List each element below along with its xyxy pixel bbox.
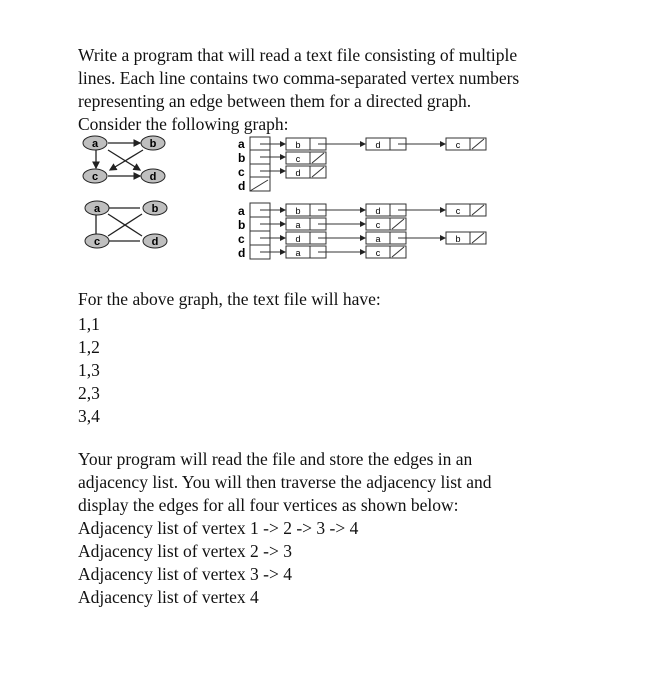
edge-line: 3,4: [78, 406, 100, 426]
graph1-node: [83, 169, 107, 183]
graph1-edge: [108, 150, 140, 170]
null-slash: [250, 180, 268, 191]
list-node-label: d: [295, 168, 301, 178]
list-node-label: b: [455, 234, 461, 244]
file-description: [78, 288, 598, 311]
list-node-label: a: [295, 248, 301, 258]
intro-line: Write a program that will read a text file consisting of multiple: [78, 45, 518, 65]
list-node: [446, 232, 486, 244]
outro-line: Your program will read the file and store the edges in an: [78, 449, 473, 469]
edge-line: 1,1: [78, 314, 100, 334]
adjacency-output-line: Adjacency list of vertex 2 -> 3: [78, 541, 292, 561]
adjacency-output-line: Adjacency list of vertex 1 -> 2 -> 3 -> 4: [78, 518, 359, 538]
list-node-label: c: [455, 206, 461, 216]
list-node-label: b: [295, 206, 301, 216]
graph1-node: [141, 169, 165, 183]
edge-line: 1,3: [78, 360, 100, 380]
graph2-node: [85, 234, 109, 248]
graph2-node: [143, 201, 167, 215]
graph1-node: [83, 136, 107, 150]
file-description-text: For the above graph, the text file will have:: [78, 289, 381, 309]
intro-line: representing an edge between them for a directed graph.: [78, 91, 472, 111]
adjacency-list-diagram-1: [238, 137, 486, 193]
adjacency-output-line: Adjacency list of vertex 4: [78, 587, 259, 607]
list-node: [286, 152, 326, 164]
list-node: [286, 166, 326, 178]
outro-line: display the edges for all four vertices as shown below:: [78, 495, 459, 515]
list-node-label: c: [295, 154, 301, 164]
list1-vertex-label: d: [238, 179, 246, 193]
list2-vertex-label: a: [238, 204, 245, 218]
intro-line: lines. Each line contains two comma-separated vertex numbers: [78, 68, 520, 88]
edge-line: 1,2: [78, 337, 100, 357]
graph1-node: [141, 136, 165, 150]
list-node-label: c: [375, 220, 381, 230]
intro-line: Consider the following graph:: [78, 114, 289, 134]
list-node: [446, 138, 486, 150]
list-node-label: b: [295, 140, 301, 150]
list1-vertex-label: c: [238, 165, 245, 179]
list2-vertex-label: c: [238, 232, 245, 246]
list-node-label: a: [295, 220, 301, 230]
graph2-node-label: c: [93, 236, 101, 248]
graph1-node-label: d: [149, 171, 157, 183]
list-node: [366, 218, 406, 230]
graph2-node-label: d: [151, 236, 159, 248]
graph1-node-label: b: [149, 138, 157, 150]
graph2-node-label: a: [93, 203, 101, 215]
edge-line: 2,3: [78, 383, 100, 403]
undirected-graph-diagram: [85, 201, 167, 248]
list-node-label: d: [375, 140, 381, 150]
graph2-node: [85, 201, 109, 215]
list-node-label: d: [375, 206, 381, 216]
adjacency-output-line: Adjacency list of vertex 3 -> 4: [78, 564, 292, 584]
outro-paragraph: [78, 448, 598, 609]
list-node-label: a: [375, 234, 381, 244]
list-node-label: c: [455, 140, 461, 150]
list-node: [446, 204, 486, 216]
graph1-node-label: a: [91, 138, 99, 150]
edge-list: [78, 313, 598, 428]
list2-vertex-label: d: [238, 246, 246, 260]
list-node-label: c: [375, 248, 381, 258]
list1-vertex-label: a: [238, 137, 245, 151]
graph2-node-label: b: [151, 203, 159, 215]
list1-vertex-label: b: [238, 151, 246, 165]
graph1-edge: [110, 150, 143, 170]
adjacency-list-diagram-2: [238, 203, 486, 260]
graph1-node-label: c: [91, 171, 99, 183]
list2-vertex-label: b: [238, 218, 246, 232]
graph2-node: [143, 234, 167, 248]
list-node: [366, 246, 406, 258]
list-node-label: d: [295, 234, 301, 244]
directed-graph-diagram: [83, 136, 165, 183]
outro-line: adjacency list. You will then traverse the adjacency list and: [78, 472, 492, 492]
